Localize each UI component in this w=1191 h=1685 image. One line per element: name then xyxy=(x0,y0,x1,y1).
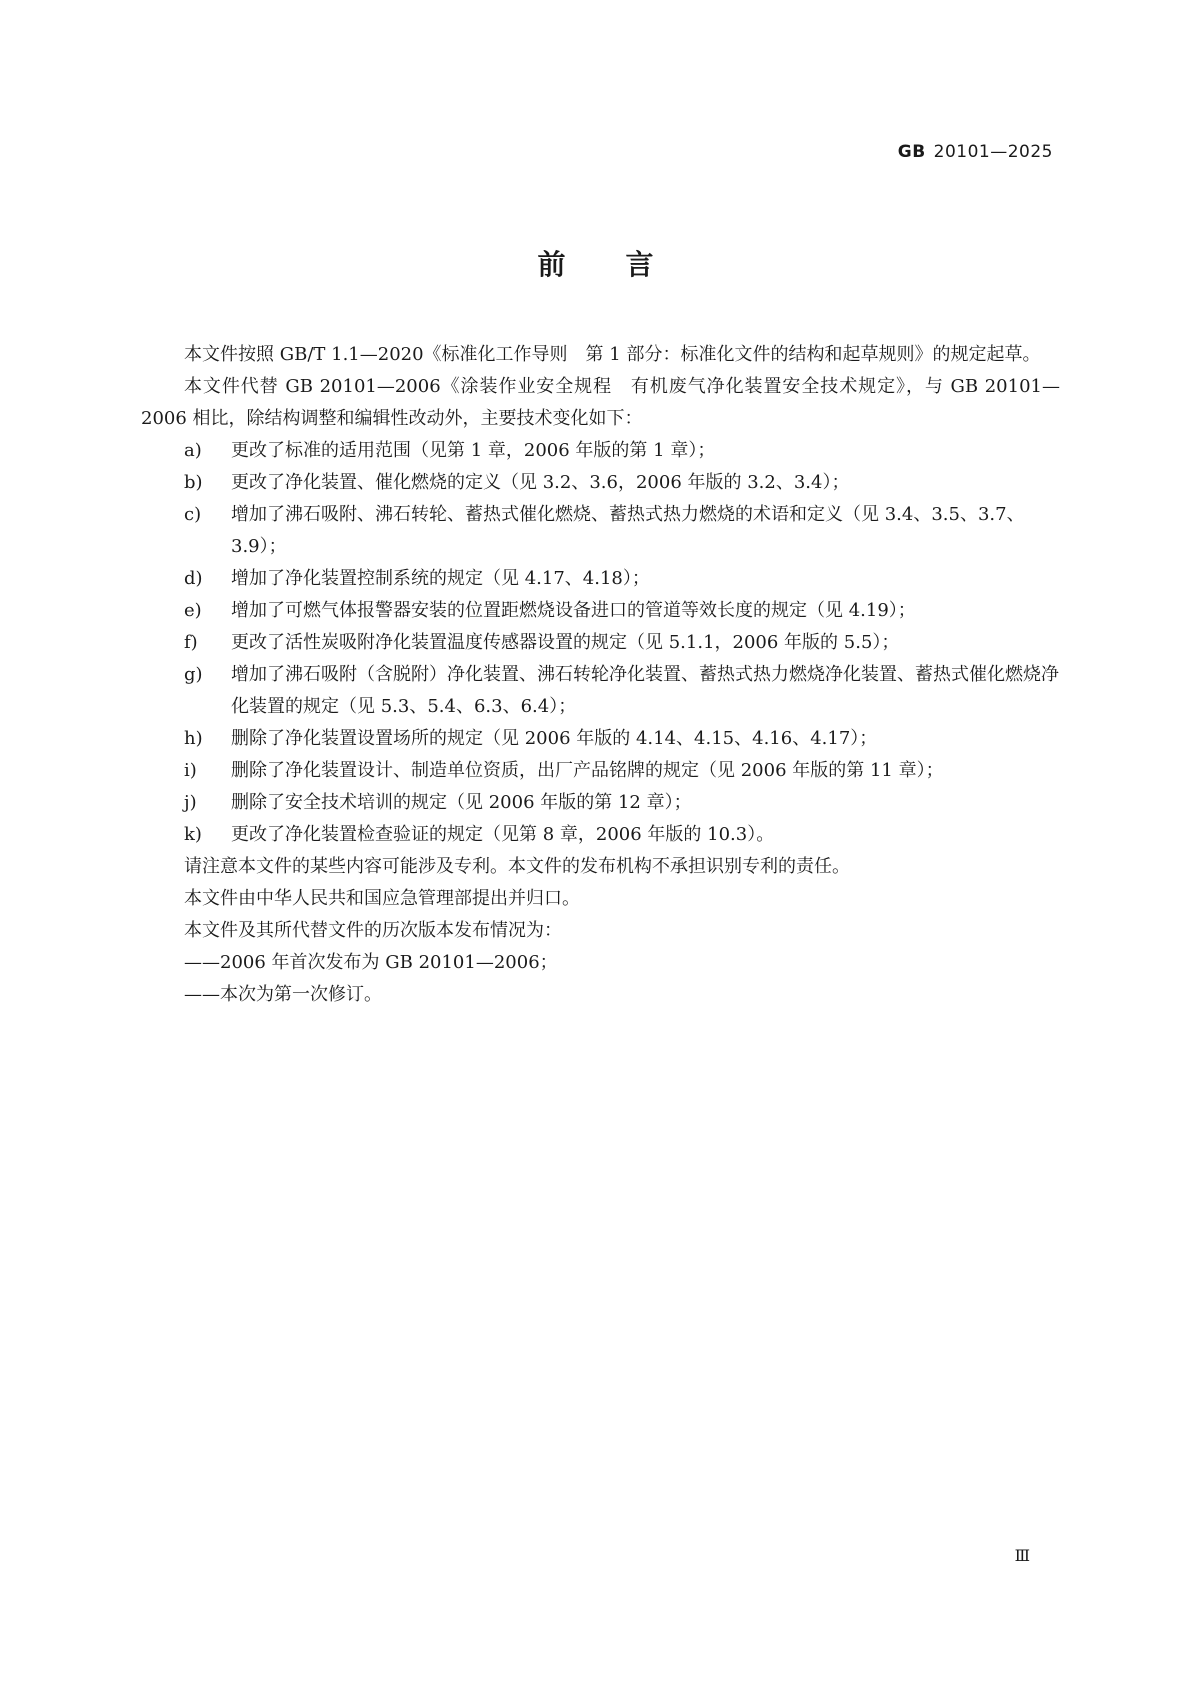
list-marker: b) xyxy=(184,472,203,493)
list-item xyxy=(141,659,1060,723)
list-item xyxy=(141,563,1060,595)
replacement-paragraph: 本文件代替 GB 20101—2006《涂装作业安全规程 有机废气净化装置安全技术规定》，与 GB 20101—2006 相比，除结构调整和编辑性改动外，主要技术变化如下： xyxy=(141,376,1060,429)
history-item: ——2006 年首次发布为 GB 20101—2006； xyxy=(184,952,558,973)
list-text: 更改了标准的适用范围（见第 1 章，2006 年版的第 1 章）； xyxy=(231,440,716,461)
standard-code: GB xyxy=(897,142,926,162)
list-marker: k) xyxy=(184,824,202,845)
list-marker: e) xyxy=(184,600,202,621)
list-marker: f) xyxy=(184,632,198,653)
history-intro: 本文件及其所代替文件的历次版本发布情况为： xyxy=(184,920,562,941)
list-text: 增加了沸石吸附（含脱附）净化装置、沸石转轮净化装置、蓄热式热力燃烧净化装置、蓄热式催化燃烧净化装置的规定（见 5.3、5.4、6.3、6.4）； xyxy=(231,664,1059,717)
list-text: 更改了净化装置、催化燃烧的定义（见 3.2、3.6，2006 年版的 3.2、3.4）； xyxy=(231,472,850,493)
list-marker: g) xyxy=(184,664,203,685)
list-item xyxy=(141,723,1060,755)
list-marker: j) xyxy=(184,792,197,813)
list-marker: c) xyxy=(184,504,202,525)
list-text: 删除了安全技术培训的规定（见 2006 年版的第 12 章）； xyxy=(231,792,692,813)
page-number: Ⅲ xyxy=(1014,1546,1030,1565)
history-item: ——本次为第一次修订。 xyxy=(184,984,382,1005)
page-title: 前言 xyxy=(537,248,714,281)
list-text: 删除了净化装置设置场所的规定（见 2006 年版的 4.14、4.15、4.16、4.17）； xyxy=(231,728,878,749)
list-marker: h) xyxy=(184,728,203,749)
changes-list xyxy=(141,435,1060,851)
standard-id: 20101—2025 xyxy=(933,142,1053,162)
list-text: 更改了净化装置检查验证的规定（见第 8 章，2006 年版的 10.3）。 xyxy=(231,824,775,845)
foreword-body xyxy=(141,339,1060,1011)
list-item xyxy=(141,755,1060,787)
list-item xyxy=(141,787,1060,819)
list-item xyxy=(141,435,1060,467)
list-text: 更改了活性炭吸附净化装置温度传感器设置的规定（见 5.1.1，2006 年版的 5.5）； xyxy=(231,632,900,653)
list-marker: a) xyxy=(184,440,202,461)
list-text: 增加了可燃气体报警器安装的位置距燃烧设备进口的管道等效长度的规定（见 4.19）； xyxy=(231,600,916,621)
list-item xyxy=(141,499,1060,563)
list-item xyxy=(141,595,1060,627)
list-item xyxy=(141,819,1060,851)
standard-number xyxy=(898,142,1053,162)
list-item xyxy=(141,467,1060,499)
list-text: 增加了沸石吸附、沸石转轮、蓄热式催化燃烧、蓄热式热力燃烧的术语和定义（见 3.4、3.5、3.7、3.9）； xyxy=(231,504,1025,557)
patent-notice: 请注意本文件的某些内容可能涉及专利。本文件的发布机构不承担识别专利的责任。 xyxy=(184,856,850,877)
proposer-statement: 本文件由中华人民共和国应急管理部提出并归口。 xyxy=(184,888,580,909)
list-marker: i) xyxy=(184,760,197,781)
list-text: 增加了净化装置控制系统的规定（见 4.17、4.18）； xyxy=(231,568,650,589)
list-item xyxy=(141,627,1060,659)
list-text: 删除了净化装置设计、制造单位资质，出厂产品铭牌的规定（见 2006 年版的第 11 章）； xyxy=(231,760,944,781)
drafting-basis-paragraph: 本文件按照 GB/T 1.1—2020《标准化工作导则 第 1 部分：标准化文件的结构和起草规则》的规定起草。 xyxy=(184,344,1041,365)
list-marker: d) xyxy=(184,568,203,589)
